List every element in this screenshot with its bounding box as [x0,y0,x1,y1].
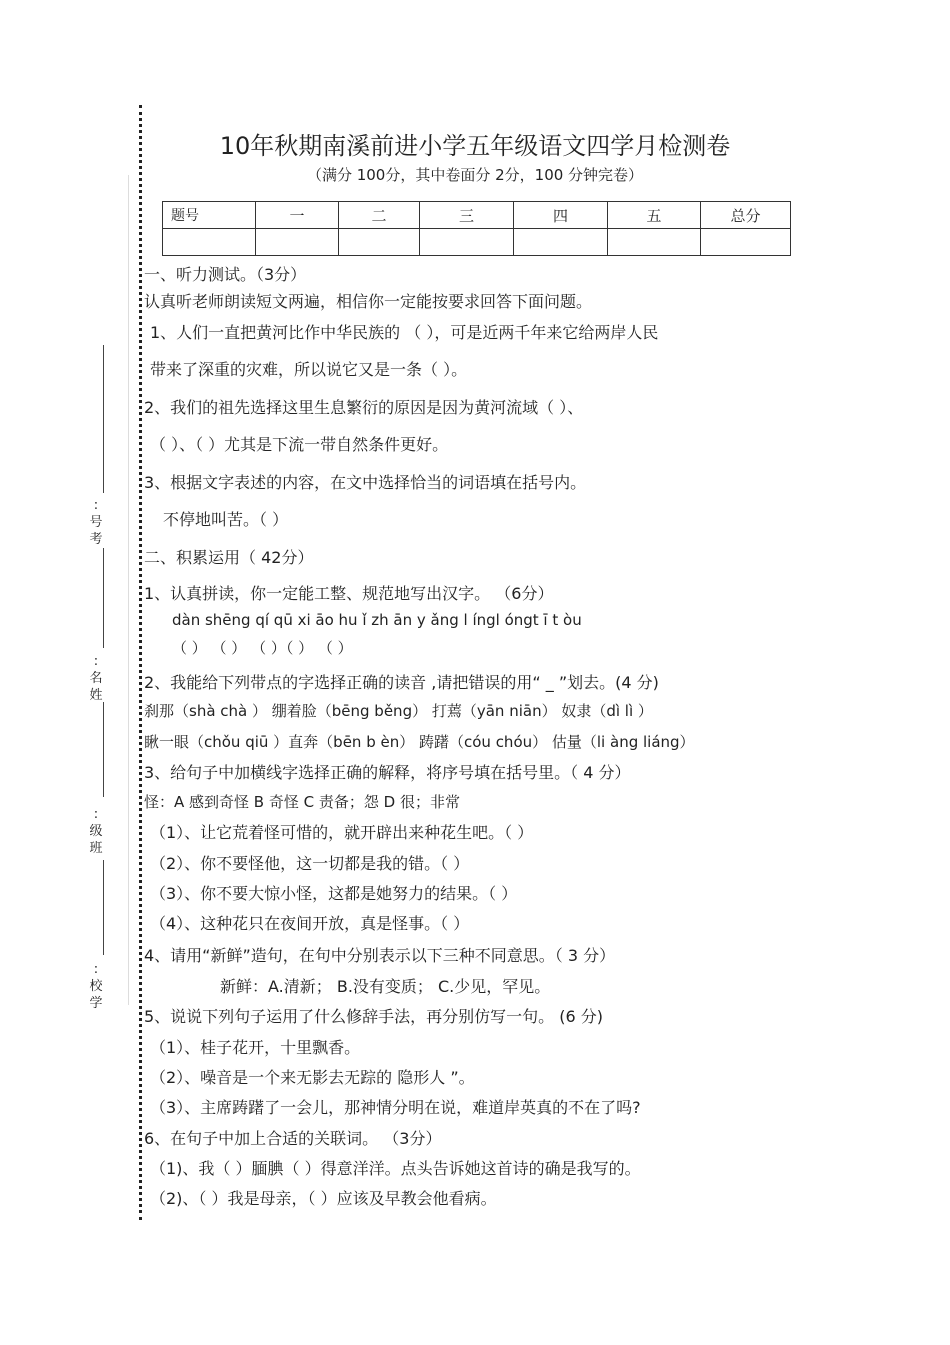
question-text: 1、认真拼读，你一定能工整、规范地写出汉字。 （6分） [144,584,554,603]
question-text: （ ）、（ ）尤其是下流一带自然条件更好。 [150,435,449,454]
question-text: 不停地叫苦。（ ） [163,510,289,529]
binding-line [103,860,104,955]
score-header-cell: 四 [514,202,608,229]
score-table [162,201,791,256]
question-text: （2）、你不要怪他，这一切都是我的错。（ ） [150,854,470,873]
question-text: （4）、这种花只在夜间开放，真是怪事。（ ） [150,914,470,933]
question-text: 3、给句子中加横线字选择正确的解释，将序号填在括号里。（ 4 分） [144,763,631,782]
score-header-cell: 总分 [701,202,791,229]
score-cell[interactable] [163,229,256,256]
question-text: 6、在句子中加上合适的关联词。 （3分） [144,1129,442,1148]
score-header-cell: 题号 [163,202,256,229]
binding-dotted-line [139,105,142,1220]
question-text: 5、说说下列句子运用了什么修辞手法，再分别仿写一句。 (6 分) [144,1007,604,1026]
pinyin-line: dàn shēng qí qū xi āo hu ǐ zh ān y ǎng l íngl óngt ī t òu [172,611,582,629]
binding-margin-line [128,175,129,1005]
binding-line [103,702,104,797]
meaning-options: 新鲜：A.清新； B.没有变质； C.少见，罕见。 [220,977,551,996]
answer-blanks: （ ） （ ） （ ）（ ） （ ） [172,639,353,657]
question-text: （2）、噪音是一个来无影去无踪的 隐形人 ”。 [150,1068,475,1087]
definition-options: 怪：A 感到奇怪 B 奇怪 C 责备；怨 D 很；非常 [144,793,460,811]
score-header-cell: 五 [608,202,701,229]
binding-line [103,548,104,648]
score-cell[interactable] [339,229,420,256]
score-table-score-row [163,229,791,256]
pronunciation-line: 刹那（shà chà ） 绷着脸（bēng běng） 打蔫（yān niān） 奴隶（dì lì ） [144,702,653,720]
pronunciation-line: 瞅一眼（chǒu qiū ）直奔（bēn b èn） 踌躇（cóu chóu） 估量（li àng liáng） [144,733,695,751]
question-text: （3）、你不要大惊小怪，这都是她努力的结果。（ ） [150,884,518,903]
score-header-cell: 一 [256,202,339,229]
question-text: （2)、（ ）我是母亲，（ ）应该及早教会他看病。 [150,1189,497,1208]
binding-line [103,345,104,493]
question-text: 3、根据文字表述的内容，在文中选择恰当的词语填在括号内。 [144,473,587,492]
question-text: （1)、我（ ）腼腆（ ）得意洋洋。点头告诉她这首诗的确是我写的。 [150,1159,641,1178]
score-cell[interactable] [608,229,701,256]
question-text: 4、请用“新鲜”造句，在句中分别表示以下三种不同意思。（ 3 分） [144,946,616,965]
question-text: 1、人们一直把黄河比作中华民族的 （ ），可是近两千年来它给两岸人民 [150,323,659,342]
school-label: : 校 学 [89,962,103,1011]
name-label: : 名 姓 [89,654,103,703]
question-text: 2、我能给下列带点的字选择正确的读音 ,请把错误的用“ _ ”划去。(4 分) [144,673,659,692]
score-header-cell: 三 [420,202,514,229]
page-title: 10年秋期南溪前进小学五年级语文四学月检测卷 [219,132,731,160]
score-cell[interactable] [420,229,514,256]
section-1-intro: 认真听老师朗读短文两遍，相信你一定能按要求回答下面问题。 [144,292,593,311]
class-label: : 级 班 [89,807,103,856]
page-subtitle: （满分 100分，其中卷面分 2分，100 分钟完卷） [306,166,644,184]
score-table-header-row [163,202,791,229]
question-text: 2、我们的祖先选择这里生息繁衍的原因是因为黄河流域（ ）、 [144,398,584,417]
score-header-cell: 二 [339,202,420,229]
exam-number-label: : 号 考 [89,498,103,547]
section-2-heading: 二、积累运用（ 42分） [144,548,314,567]
question-text: （3）、主席踌躇了一会儿，那神情分明在说，难道岸英真的不在了吗? [150,1098,641,1117]
score-cell[interactable] [256,229,339,256]
question-text: （1）、让它荒着怪可惜的，就开辟出来种花生吧。（ ） [150,823,534,842]
section-1-heading: 一、听力测试。（3分） [144,265,307,284]
question-text: 带来了深重的灾难，所以说它又是一条（ ）。 [150,360,468,379]
question-text: （1）、桂子花开，十里飘香。 [150,1038,361,1057]
score-cell[interactable] [701,229,791,256]
score-cell[interactable] [514,229,608,256]
